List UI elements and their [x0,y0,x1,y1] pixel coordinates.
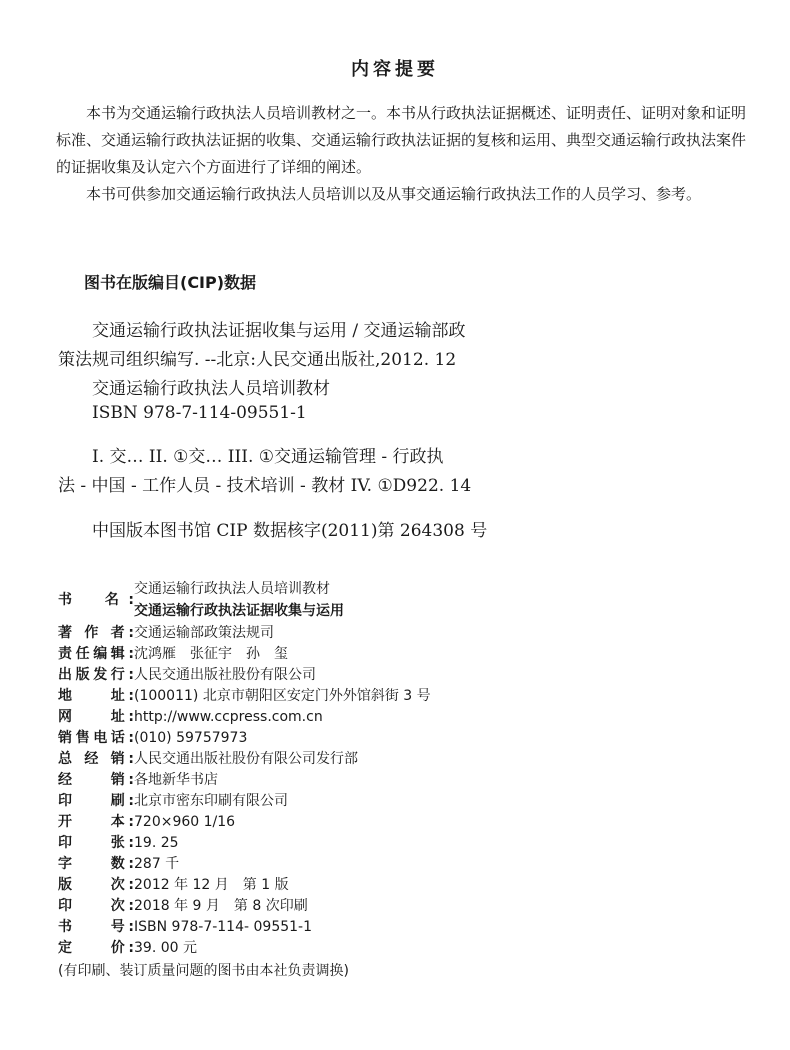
colophon-value: 人民交通出版社股份有限公司 [134,667,316,683]
colophon-value: (010) 59757973 [134,730,248,746]
colophon-label: 开 本: [58,814,134,830]
cip-line-series: 交通运输行政执法人员培训教材 [92,379,330,399]
colophon-label: 总 经 销: [58,751,134,767]
colophon-value: ISBN 978-7-114- 09551-1 [134,919,312,935]
colophon-label: 出版发行: [58,667,134,683]
colophon-value [134,578,344,622]
colophon-label: 地 址: [58,688,134,704]
colophon-label: 书 名: [58,592,134,608]
colophon-label: 印 刷: [58,793,134,809]
colophon-row [58,706,323,728]
colophon-value: 720×960 1/16 [134,814,236,830]
cip-line-verification: 中国版本图书馆 CIP 数据核字(2011)第 264308 号 [92,521,488,541]
colophon-value: 287 千 [134,856,180,872]
colophon-value: 19. 25 [134,835,179,851]
cip-line-publisher: 策法规司组织编写. --北京:人民交通出版社,2012. 12 [58,350,457,370]
colophon-row [58,853,179,875]
summary-title: 内容提要 [351,59,439,80]
summary-paragraph-2: 本书可供参加交通运输行政执法人员培训以及从事交通运输行政执法工作的人员学习、参考。 [86,185,702,203]
colophon-row [58,748,358,770]
colophon-label: 经 销: [58,772,134,788]
colophon-label: 书 号: [58,919,134,935]
colophon-row [58,769,218,791]
colophon-value: 交通运输部政策法规司 [134,625,274,641]
summary-paragraph-1: 本书为交通运输行政执法人员培训教材之一。本书从行政执法证据概述、证明责任、证明对象和证明标准、交通运输行政执法证据的收集、交通运输行政执法证据的复核和运用、典型交通运输行政执法案件的证据收集及认定六个方面进行了详细的阐述。 [56,104,747,176]
cip-heading: 图书在版编目(CIP)数据 [84,273,257,292]
colophon-row [58,895,308,917]
colophon-value: 各地新华书店 [134,772,218,788]
colophon-value: http://www.ccpress.com.cn [134,709,323,725]
cip-line-isbn: ISBN 978-7-114-09551-1 [92,403,307,423]
colophon-value: 2012 年 12 月 第 1 版 [134,877,289,893]
colophon-note: (有印刷、装订质量问题的图书由本社负责调换) [58,963,349,979]
colophon-row [58,937,197,959]
colophon-row [58,790,288,812]
colophon-value: 北京市密东印刷有限公司 [134,793,288,809]
colophon-row [58,727,247,749]
colophon-label: 销售电话: [58,730,134,746]
cip-line-title: 交通运输行政执法证据收集与运用 / 交通运输部政 [92,321,466,341]
colophon-label: 著 作 者: [58,625,134,641]
colophon-value: (100011) 北京市朝阳区安定门外外馆斜街 3 号 [134,688,431,704]
colophon-book-name [58,578,344,622]
book-series-name: 交通运输行政执法人员培训教材 [134,581,330,597]
colophon-value: 沈鸿雁 张征宇 孙 玺 [134,646,288,662]
colophon-label: 印 张: [58,835,134,851]
colophon-label: 版 次: [58,877,134,893]
book-title: 交通运输行政执法证据收集与运用 [134,603,344,619]
summary-body [56,100,746,208]
colophon-value: 人民交通出版社股份有限公司发行部 [134,751,358,767]
colophon-label: 责任编辑: [58,646,134,662]
colophon-row [58,685,431,707]
colophon-row [58,916,312,938]
colophon-label: 印 次: [58,898,134,914]
cip-line-classification-2: 法 - 中国 - 工作人员 - 技术培训 - 教材 IV. ①D922. 14 [58,476,472,496]
colophon-label: 定 价: [58,940,134,956]
cip-line-classification-1: I. 交… II. ①交… III. ①交通运输管理 - 行政执 [92,447,444,467]
colophon-row [58,832,179,854]
colophon-row [58,664,316,686]
colophon-row [58,874,289,896]
colophon-row [58,643,288,665]
colophon-row [58,811,235,833]
colophon-row [58,622,274,644]
colophon-label: 字 数: [58,856,134,872]
colophon-value: 2018 年 9 月 第 8 次印刷 [134,898,308,914]
colophon-label: 网 址: [58,709,134,725]
colophon-value: 39. 00 元 [134,940,197,956]
